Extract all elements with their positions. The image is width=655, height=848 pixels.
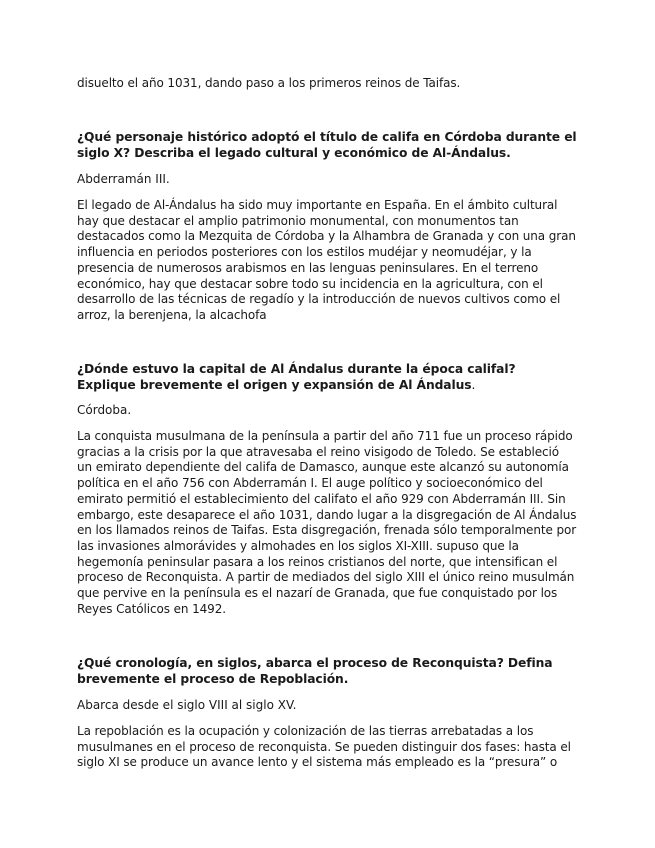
- question-heading: [77, 655, 577, 687]
- intro-paragraph: disuelto el año 1031, dando paso a los primeros reinos de Taifas.: [77, 76, 461, 90]
- question-heading: [77, 361, 577, 393]
- body-paragraph: El legado de Al-Ándalus ha sido muy importante en España. En el ámbito cultural hay que destacar el amplio patrimonio monumental, con monumentos tan destacados como la Mezquita de Córdoba y la Alhambra de Granada y con una gran influencia en periodos posteriores con los estilos mudéjar y neomudéjar, y la presencia de numerosos arabismos en las lenguas peninsulares. En el terreno económico, hay que destacar sobre todo su incidencia en la agricultura, con el desarrollo de las técnicas de regadío y la introducción de nuevos cultivos como el arroz, la berenjena, la alcachofa: [77, 198, 576, 322]
- answer-text: Abarca desde el siglo VIII al siglo XV.: [77, 698, 297, 712]
- question-text: ¿Dónde estuvo la capital de Al Ándalus durante la época califal? Explique brevemente el origen y expansión de Al Ándalus: [77, 362, 516, 392]
- question-text: ¿Qué cronología, en siglos, abarca el proceso de Reconquista? Defina brevemente el proceso de Repoblación.: [77, 656, 553, 686]
- body-paragraph: La repoblación es la ocupación y colonización de las tierras arrebatadas a los musulmanes en el proceso de reconquista. Se pueden distinguir dos fases: hasta el siglo XI se produce un avance lento y el sistema más empleado es la “presura” o: [77, 724, 571, 770]
- answer-text: Córdoba.: [77, 403, 132, 417]
- answer-text: Abderramán III.: [77, 172, 170, 186]
- question-trailing: .: [471, 378, 476, 392]
- question-text: ¿Qué personaje histórico adoptó el título de califa en Córdoba durante el siglo X? Describa el legado cultural y económico de Al-Ándalus.: [77, 130, 577, 160]
- body-paragraph: La conquista musulmana de la península a partir del año 711 fue un proceso rápido gracias a la crisis por la que atravesaba el reino visigodo de Toledo. Se estableció un emirato dependiente del califa de Damasco, aunque este alcanzó su autonomía política en el año 756 con Abderramán I. El auge político y socioeconómico del emirato permitió el establecimiento del califato el año 929 con Abderramán III. Sin embargo, este desaparece el año 1031, dando lugar a la disgregación de Al Ándalus en los llamados reinos de Taifas. Esta disgregación, frenada sólo temporalmente por las invasiones almorávides y almohades en los siglos XI-XIII. supuso que la hegemonía peninsular pasara a los reinos cristianos del norte, que intensifican el proceso de Reconquista. A partir de mediados del siglo XIII el único reino musulmán que pervive en la península es el nazarí de Granada, que fue conquistado por los Reyes Católicos en 1492.: [77, 429, 577, 616]
- question-heading: [77, 129, 577, 161]
